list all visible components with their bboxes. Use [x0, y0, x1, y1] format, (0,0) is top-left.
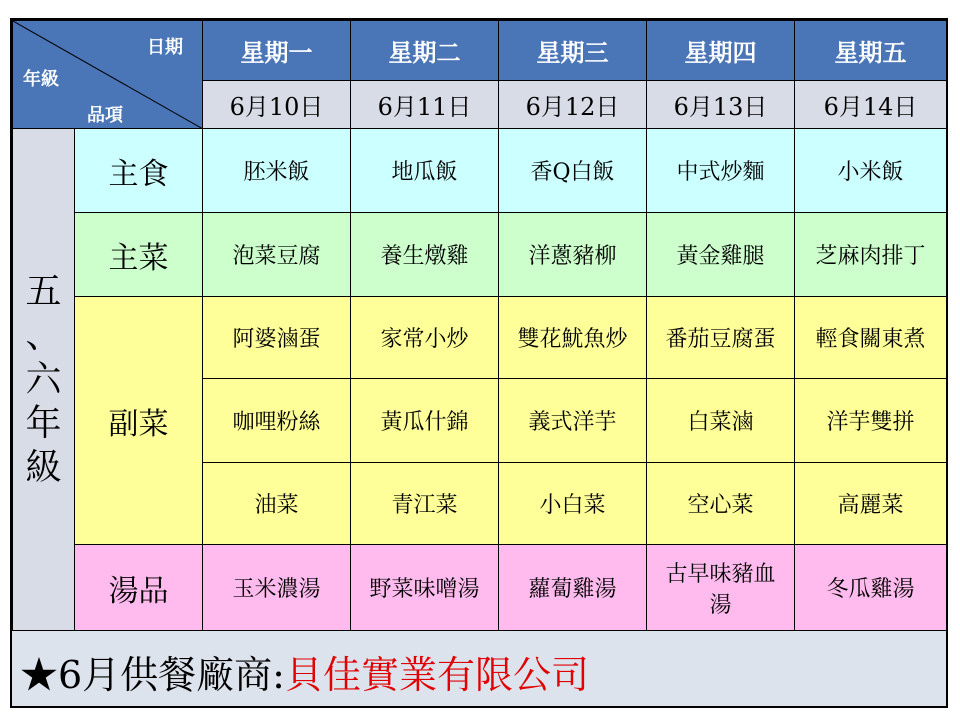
menu-cell: 胚米飯 — [203, 129, 351, 213]
day-header: 星期一 — [203, 21, 351, 81]
corner-date-label: 日期 — [147, 37, 183, 58]
menu-cell: 洋芋雙拼 — [795, 379, 947, 463]
grade-char: 五 — [25, 270, 62, 312]
date-header: 6月14日 — [795, 81, 947, 129]
corner-grade-label: 年級 — [23, 69, 59, 90]
menu-cell: 高麗菜 — [795, 463, 947, 545]
date-header: 6月12日 — [499, 81, 647, 129]
category-staple: 主食 — [75, 129, 203, 213]
menu-cell: 香Q白飯 — [499, 129, 647, 213]
lunch-menu — [10, 18, 948, 708]
header-corner — [13, 21, 203, 129]
header-day-row — [13, 21, 947, 81]
soup-row — [13, 545, 947, 631]
menu-cell: 野菜味噌湯 — [351, 545, 499, 631]
vendor-footer — [20, 644, 589, 699]
category-side: 副菜 — [75, 297, 203, 545]
menu-cell: 青江菜 — [351, 463, 499, 545]
main-row — [13, 213, 947, 297]
menu-cell: 養生燉雞 — [351, 213, 499, 297]
grade-char: 、 — [25, 314, 62, 356]
menu-cell: 黃瓜什錦 — [351, 379, 499, 463]
menu-cell: 芝麻肉排丁 — [795, 213, 947, 297]
menu-cell: 地瓜飯 — [351, 129, 499, 213]
footer-prefix: ★6月供餐廠商: — [20, 653, 285, 697]
menu-cell: 阿婆滷蛋 — [203, 297, 351, 379]
menu-cell: 洋蔥豬柳 — [499, 213, 647, 297]
grade-char: 年 — [25, 402, 62, 444]
date-header: 6月11日 — [351, 81, 499, 129]
menu-cell: 蘿蔔雞湯 — [499, 545, 647, 631]
date-header: 6月13日 — [647, 81, 795, 129]
menu-cell: 泡菜豆腐 — [203, 213, 351, 297]
menu-cell: 小米飯 — [795, 129, 947, 213]
date-header: 6月10日 — [203, 81, 351, 129]
menu-cell: 中式炒麵 — [647, 129, 795, 213]
menu-cell: 雙花魷魚炒 — [499, 297, 647, 379]
menu-cell: 黃金雞腿 — [647, 213, 795, 297]
menu-cell: 咖哩粉絲 — [203, 379, 351, 463]
day-header: 星期四 — [647, 21, 795, 81]
menu-cell: 古早味豬血湯 — [647, 545, 795, 631]
vendor-name: 貝佳實業有限公司 — [284, 653, 589, 697]
category-soup: 湯品 — [75, 545, 203, 631]
day-header: 星期三 — [499, 21, 647, 81]
day-header: 星期二 — [351, 21, 499, 81]
grade-char: 六 — [25, 358, 62, 400]
grade-char: 級 — [25, 446, 62, 488]
day-header: 星期五 — [795, 21, 947, 81]
menu-table — [12, 20, 947, 631]
menu-cell: 家常小炒 — [351, 297, 499, 379]
menu-cell: 油菜 — [203, 463, 351, 545]
menu-cell: 義式洋芋 — [499, 379, 647, 463]
menu-cell: 番茄豆腐蛋 — [647, 297, 795, 379]
menu-cell: 白菜滷 — [647, 379, 795, 463]
menu-cell: 冬瓜雞湯 — [795, 545, 947, 631]
menu-cell: 輕食關東煮 — [795, 297, 947, 379]
category-main: 主菜 — [75, 213, 203, 297]
corner-item-label: 品項 — [87, 105, 123, 126]
side-row-1 — [13, 297, 947, 379]
grade-label — [13, 129, 75, 631]
menu-cell: 玉米濃湯 — [203, 545, 351, 631]
menu-cell: 小白菜 — [499, 463, 647, 545]
menu-cell: 空心菜 — [647, 463, 795, 545]
staple-row — [13, 129, 947, 213]
